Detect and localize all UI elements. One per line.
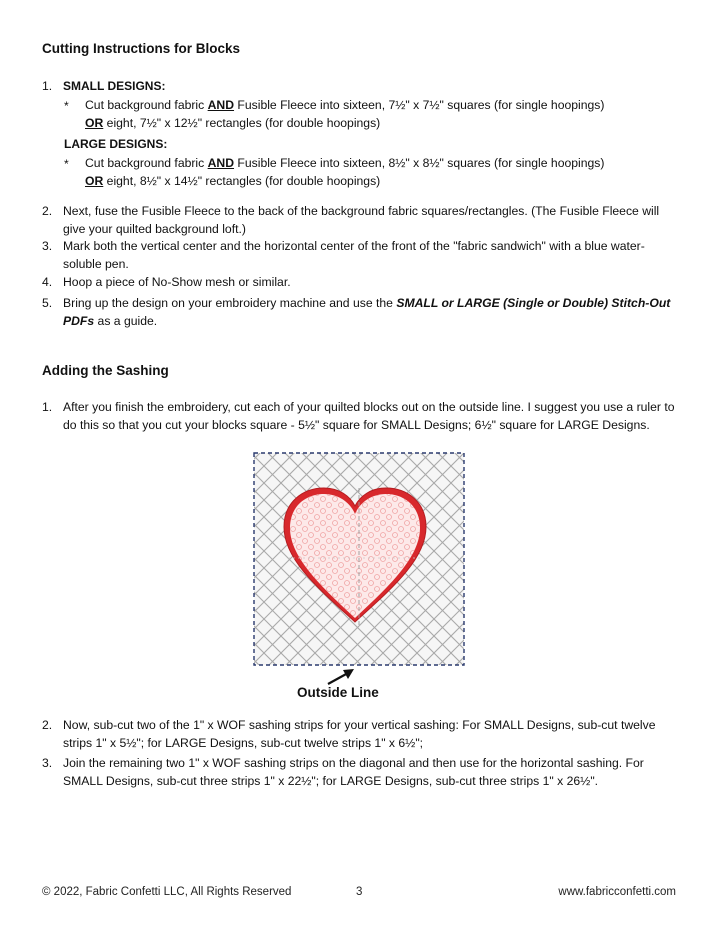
- bullet-star: *: [64, 99, 69, 113]
- list-number: 3.: [42, 756, 53, 770]
- text: Bring up the design on your embroidery machine and use the: [63, 296, 397, 310]
- text: Cut background fabric: [85, 156, 208, 170]
- list-text: Now, sub-cut two of the 1" x WOF sashing strips for your vertical sashing: For SMALL Designs, sub-cut twelve strips 1" x 5½"; for LARGE Designs, sub-cut twelve strips 1" x 6½";: [63, 718, 656, 750]
- list-item-5: [42, 295, 682, 330]
- list-number: 3.: [42, 239, 53, 253]
- emphasis-pdf-name: SMALL or LARGE (Single or Double) Stitch-Out PDFs: [63, 296, 671, 328]
- text: eight, 8½" x 14½" rectangles (for double hoopings): [103, 173, 381, 188]
- small-designs-label: SMALL DESIGNS:: [63, 79, 166, 93]
- emphasis-and: AND: [207, 156, 235, 170]
- list-text: After you finish the embroidery, cut each of your quilted blocks out on the outside line. I suggest you use a ruler to do this so that you cut your blocks square - 5½" square for SMALL Designs; 6½" square for LARGE Designs.: [63, 400, 675, 432]
- list-item-1: [42, 399, 682, 434]
- text: Cut background fabric: [85, 98, 208, 112]
- emphasis-or: OR: [85, 173, 104, 188]
- footer-website: www.fabricconfetti.com: [558, 886, 676, 898]
- text: Fusible Fleece into sixteen, 8½" x 8½" squares (for single hoopings): [234, 156, 605, 170]
- quilt-line: [467, 448, 474, 688]
- emphasis-or: OR: [85, 115, 104, 130]
- list-item-2: [42, 717, 682, 752]
- small-designs-bullet: [64, 97, 684, 132]
- section-heading-cutting: Cutting Instructions for Blocks: [42, 41, 241, 56]
- bullet-star: *: [64, 157, 69, 171]
- large-designs-bullet: [64, 155, 684, 190]
- list-text: Hoop a piece of No-Show mesh or similar.: [63, 275, 291, 289]
- figure-caption: Outside Line: [297, 685, 379, 700]
- list-number: 1.: [42, 79, 53, 93]
- list-item-2: [42, 203, 682, 238]
- list-item-3: [42, 238, 682, 273]
- list-number: 5.: [42, 296, 53, 310]
- list-text: Join the remaining two 1" x WOF sashing strips on the diagonal and then use for the horizontal sashing. For SMALL Designs, sub-cut three strips 1" x 22½"; for LARGE Designs, sub-cut three strips 1" x 26½".: [63, 756, 644, 788]
- footer-copyright: © 2022, Fabric Confetti LLC, All Rights Reserved: [42, 886, 292, 898]
- text: eight, 7½" x 12½" rectangles (for double hoopings): [103, 115, 381, 130]
- list-item-4: [42, 274, 682, 292]
- list-number: 2.: [42, 718, 53, 732]
- text: Fusible Fleece into sixteen, 7½" x 7½" squares (for single hoopings): [234, 98, 605, 112]
- large-designs-label: LARGE DESIGNS:: [64, 137, 168, 151]
- section-heading-sashing: Adding the Sashing: [42, 363, 169, 378]
- list-number: 4.: [42, 275, 53, 289]
- list-number: 2.: [42, 204, 53, 218]
- list-text: Next, fuse the Fusible Fleece to the back of the background fabric squares/rectangles. (The Fusible Fleece will give your quilted background loft.): [63, 204, 660, 236]
- list-item-3: [42, 755, 682, 790]
- text: as a guide.: [94, 313, 158, 328]
- arrow-icon: [328, 669, 354, 684]
- list-text: Mark both the vertical center and the horizontal center of the front of the "fabric sandwich" with a blue water-soluble pen.: [63, 239, 645, 271]
- footer-page-number: 3: [356, 886, 363, 898]
- list-number: 1.: [42, 400, 53, 414]
- list-item-1: [42, 78, 682, 96]
- quilt-line: [467, 448, 474, 688]
- quilted-block-figure: [248, 448, 474, 688]
- emphasis-and: AND: [207, 98, 235, 112]
